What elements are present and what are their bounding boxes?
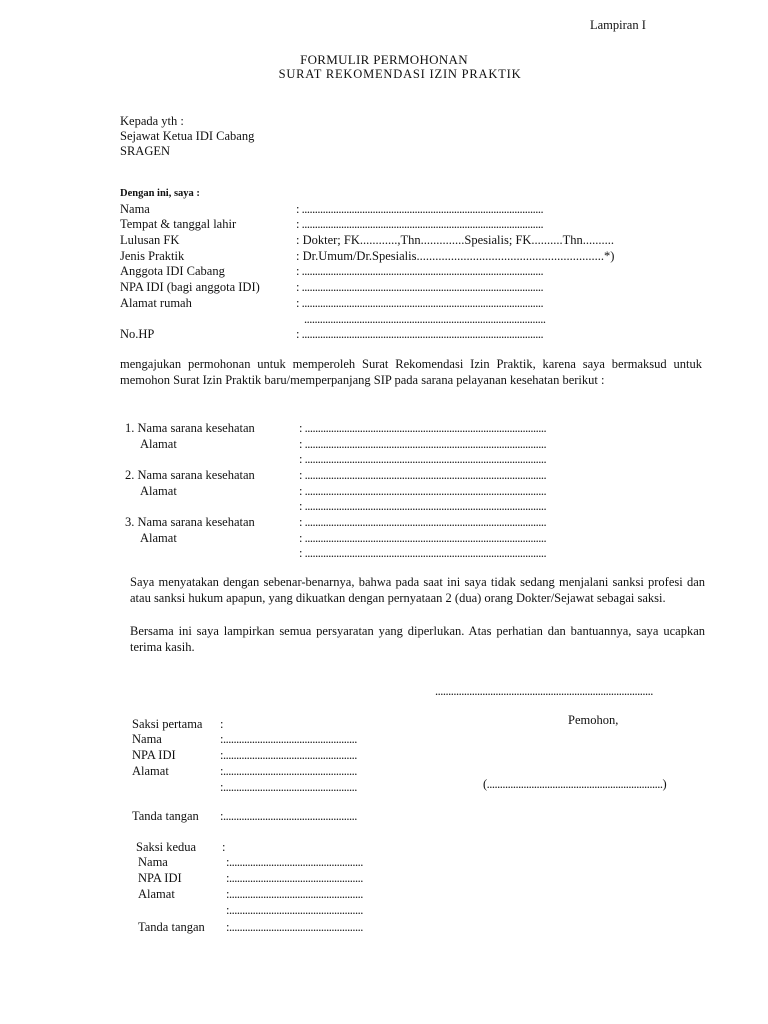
field-nama	[120, 202, 720, 217]
facility-name-label: 2. Nama sarana kesehatan	[125, 468, 255, 482]
field-line: ............................................................................................	[304, 312, 546, 326]
facility-2-address	[125, 484, 715, 499]
witness1-sign-label: Tanda tangan	[132, 809, 199, 823]
field-line: : ............................................................................................	[299, 546, 547, 560]
facility-1	[125, 421, 715, 436]
facility-name-label: 3. Nama sarana kesehatan	[125, 515, 255, 529]
field-line: : ............................................................................................	[296, 217, 544, 231]
field-alamat-rumah	[120, 296, 720, 311]
witness2-address-label: Alamat	[138, 887, 175, 901]
form-title: FORMULIR PERMOHONAN	[300, 52, 468, 67]
facility-address-label: Alamat	[140, 437, 177, 451]
witness2-npa-label: NPA IDI	[138, 871, 182, 885]
field-line: :...................................................	[220, 809, 357, 823]
field-label: NPA IDI (bagi anggota IDI)	[120, 280, 260, 294]
field-npa-idi	[120, 280, 720, 295]
facility-address-label: Alamat	[140, 484, 177, 498]
closing-paragraph: Bersama ini saya lampirkan semua persyaratan yang diperlukan. Atas perhatian dan bantuannya, saya ucapkan terima kasih.	[130, 624, 705, 654]
facility-3	[125, 515, 715, 530]
field-line: : ............................................................................................	[299, 452, 547, 466]
field-line: :...................................................	[220, 732, 357, 746]
applicant-name-line: (...................................................................)	[483, 777, 667, 791]
request-paragraph: mengajukan permohonan untuk memperoleh Surat Rekomendasi Izin Praktik, karena saya bermaksud untuk memohon Surat Izin Praktik baru/memperpanjang SIP pada sarana pelayanan kesehatan berikut :	[120, 357, 702, 387]
field-label: No.HP	[120, 327, 155, 341]
facility-3-address	[125, 531, 715, 546]
witness1-npa-label: NPA IDI	[132, 748, 176, 762]
witness1-colon: :	[220, 717, 224, 731]
facility-1-address-cont	[125, 452, 715, 467]
appendix-label: Lampiran I	[590, 18, 646, 32]
witness1-address-label: Alamat	[132, 764, 169, 778]
field-line: :...................................................	[226, 903, 363, 917]
witness2-title: Saksi kedua	[136, 840, 197, 854]
field-line: : ............................................................................................	[296, 264, 544, 278]
field-alamat-rumah-cont	[120, 312, 720, 327]
recipient-city: SRAGEN	[120, 144, 171, 158]
field-anggota-idi	[120, 264, 720, 279]
field-line: : ............................................................................................	[299, 531, 547, 545]
field-line: : Dr.Umum/Dr.Spesialis............................................................*)	[296, 249, 615, 263]
field-line: :...................................................	[226, 855, 363, 869]
recipient-position: Sejawat Ketua IDI Cabang	[120, 129, 255, 143]
field-line: : ............................................................................................	[296, 327, 544, 341]
facility-2	[125, 468, 715, 483]
field-line: : ............................................................................................	[299, 515, 547, 529]
witness2-sign-label: Tanda tangan	[138, 920, 205, 934]
witness2-name-label: Nama	[138, 855, 168, 869]
field-line: : ............................................................................................	[296, 280, 544, 294]
field-line: :...................................................	[226, 871, 363, 885]
field-label: Tempat & tanggal lahir	[120, 217, 237, 231]
witness1-name-label: Nama	[132, 732, 162, 746]
field-line: : ............................................................................................	[299, 468, 547, 482]
field-label: Lulusan FK	[120, 233, 180, 247]
field-line: : ............................................................................................	[299, 437, 547, 451]
field-line: :...................................................	[220, 780, 357, 794]
facility-3-address-cont	[125, 546, 715, 561]
field-label: Alamat rumah	[120, 296, 192, 310]
witness1-title: Saksi pertama	[132, 717, 203, 731]
field-line: : Dokter; FK............,Thn..............Spesialis; FK..........Thn..........	[296, 233, 615, 247]
field-line: : ............................................................................................	[299, 421, 547, 435]
field-jenis-praktik	[120, 249, 720, 264]
facility-name-label: 1. Nama sarana kesehatan	[125, 421, 255, 435]
field-line: : ............................................................................................	[296, 202, 544, 216]
place-date-line: ...................................................................................	[435, 684, 653, 698]
witness2-colon: :	[222, 840, 226, 854]
applicant-sign-label: Pemohon,	[568, 713, 619, 727]
field-label: Nama	[120, 202, 150, 216]
field-line: :...................................................	[220, 748, 357, 762]
field-line: :...................................................	[226, 920, 363, 934]
field-label: Anggota IDI Cabang	[120, 264, 225, 278]
field-no-hp	[120, 327, 720, 342]
statement-paragraph: Saya menyatakan dengan sebenar-benarnya, bahwa pada saat ini saya tidak sedang menjalani sanksi profesi dan atau sanksi hukum apapun, yang dikuatkan dengan pernyataan 2 (dua) orang Dokter/Sejawat sebagai saksi.	[130, 575, 705, 605]
field-tempat-tanggal-lahir	[120, 217, 720, 232]
field-line: :...................................................	[226, 887, 363, 901]
facility-2-address-cont	[125, 499, 715, 514]
facility-1-address	[125, 437, 715, 452]
field-line: :...................................................	[220, 764, 357, 778]
field-line: : ............................................................................................	[296, 296, 544, 310]
applicant-intro: Dengan ini, saya :	[120, 188, 200, 199]
form-subtitle: SURAT REKOMENDASI IZIN PRAKTIK	[278, 67, 522, 81]
field-line: : ............................................................................................	[299, 484, 547, 498]
field-label: Jenis Praktik	[120, 249, 185, 263]
recipient-greeting: Kepada yth :	[120, 114, 184, 128]
field-lulusan-fk	[120, 233, 720, 248]
field-line: : ............................................................................................	[299, 499, 547, 513]
facility-address-label: Alamat	[140, 531, 177, 545]
